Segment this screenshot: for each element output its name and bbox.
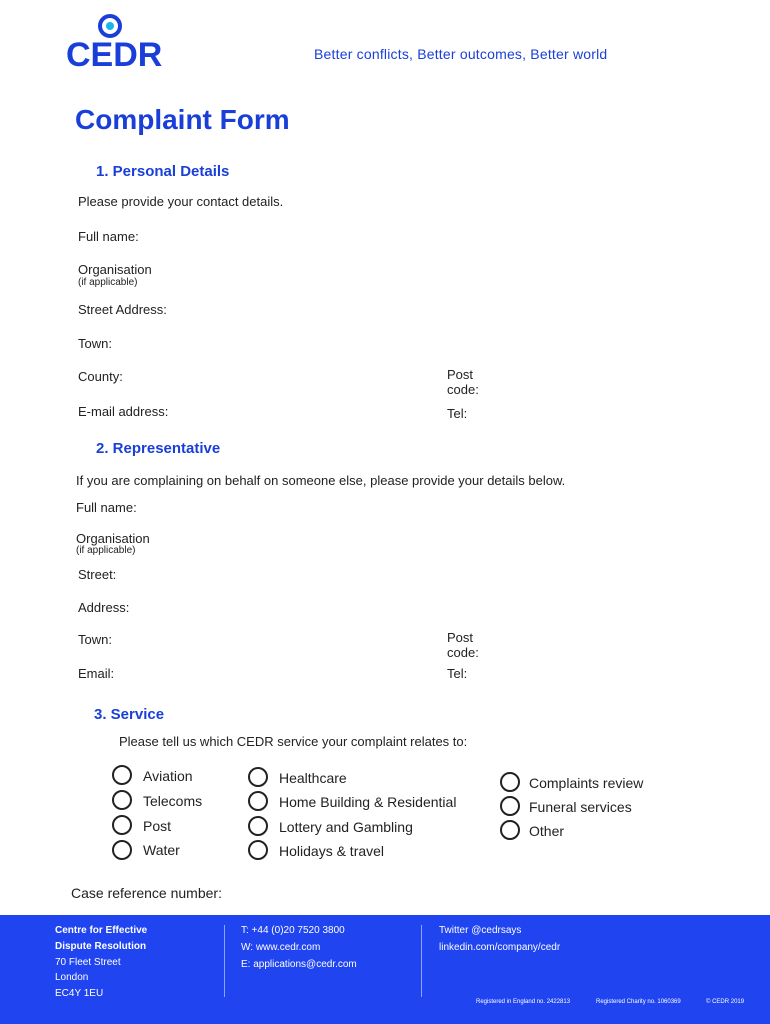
organisation-label: Organisation xyxy=(78,262,152,277)
other-label: Other xyxy=(529,823,565,839)
footer-website[interactable]: W: www.cedr.com xyxy=(241,942,321,953)
footer xyxy=(0,915,770,1024)
holidays-travel-radio[interactable] xyxy=(248,840,268,860)
rep-street-label: Street: xyxy=(78,567,117,582)
cedr-logo xyxy=(66,14,162,70)
email-address-label: E-mail address: xyxy=(78,404,169,419)
county-label: County: xyxy=(78,369,123,384)
page-title: Complaint Form xyxy=(75,104,290,135)
organisation-if-applicable: (if applicable) xyxy=(78,277,138,288)
post-radio[interactable] xyxy=(112,815,132,835)
footer-address-line1: 70 Fleet Street xyxy=(55,957,121,968)
aviation-label: Aviation xyxy=(143,768,193,784)
telecoms-label: Telecoms xyxy=(143,793,203,809)
rep-town-label: Town: xyxy=(78,632,112,647)
footer-phone: T: +44 (0)20 7520 3800 xyxy=(241,925,345,936)
post-service-label: Post xyxy=(143,818,172,834)
footer-org-line2: Dispute Resolution xyxy=(55,941,147,952)
healthcare-label: Healthcare xyxy=(279,770,347,786)
footer-address-line3: EC4Y 1EU xyxy=(55,988,104,999)
service-intro: Please tell us which CEDR service your complaint relates to: xyxy=(119,734,468,749)
section-representative-heading: 2. Representative xyxy=(96,440,221,457)
rep-email-label: Email: xyxy=(78,666,115,681)
tagline: Better conflicts, Better outcomes, Better world xyxy=(314,46,608,62)
rep-organisation-if-applicable: (if applicable) xyxy=(76,545,136,556)
footer-copyright: © CEDR 2019 xyxy=(706,999,745,1005)
rep-tel-label: Tel: xyxy=(447,666,468,681)
other-radio[interactable] xyxy=(500,820,520,840)
section-personal-details-heading: 1. Personal Details xyxy=(96,163,230,180)
footer-org-line1: Centre for Effective xyxy=(55,925,148,936)
full-name-label: Full name: xyxy=(78,229,139,244)
footer-twitter[interactable]: Twitter @cedrsays xyxy=(439,925,522,936)
tel-label: Tel: xyxy=(447,406,468,421)
footer-address-line2: London xyxy=(55,972,89,983)
town-label: Town: xyxy=(78,336,112,351)
postcode-label: code: xyxy=(447,382,479,397)
water-radio[interactable] xyxy=(112,840,132,860)
lottery-gambling-label: Lottery and Gambling xyxy=(279,819,413,835)
street-address-label: Street Address: xyxy=(78,302,167,317)
footer-divider-2 xyxy=(421,925,422,997)
complaints-review-label: Complaints review xyxy=(529,775,644,791)
rep-postcode-label: code: xyxy=(447,645,479,660)
section-service-heading: 3. Service xyxy=(94,706,165,723)
footer-divider-1 xyxy=(224,925,225,997)
telecoms-radio[interactable] xyxy=(112,790,132,810)
logo-text: CEDR xyxy=(66,36,162,70)
water-label: Water xyxy=(143,842,180,858)
footer-registered-england: Registered in England no. 2422813 xyxy=(476,999,571,1005)
footer-email[interactable]: E: applications@cedr.com xyxy=(241,959,357,970)
home-building-radio[interactable] xyxy=(248,791,268,811)
post-label: Post xyxy=(447,367,474,382)
complaints-review-radio[interactable] xyxy=(500,772,520,792)
footer-registered-charity: Registered Charity no. 1060369 xyxy=(596,999,681,1005)
rep-full-name-label: Full name: xyxy=(76,500,137,515)
aviation-radio[interactable] xyxy=(112,765,132,785)
personal-details-intro: Please provide your contact details. xyxy=(78,194,284,209)
funeral-services-radio[interactable] xyxy=(500,796,520,816)
footer-linkedin[interactable]: linkedin.com/company/cedr xyxy=(439,942,561,953)
holidays-travel-label: Holidays & travel xyxy=(279,843,385,859)
rep-address-label: Address: xyxy=(78,600,130,615)
case-reference-label: Case reference number: xyxy=(71,885,222,901)
healthcare-radio[interactable] xyxy=(248,767,268,787)
lottery-gambling-radio[interactable] xyxy=(248,816,268,836)
rep-organisation-label: Organisation xyxy=(76,531,150,546)
rep-post-label: Post xyxy=(447,630,474,645)
home-building-label: Home Building & Residential xyxy=(279,794,457,810)
funeral-services-label: Funeral services xyxy=(529,799,632,815)
representative-intro: If you are complaining on behalf on someone else, please provide your details below. xyxy=(76,473,566,488)
